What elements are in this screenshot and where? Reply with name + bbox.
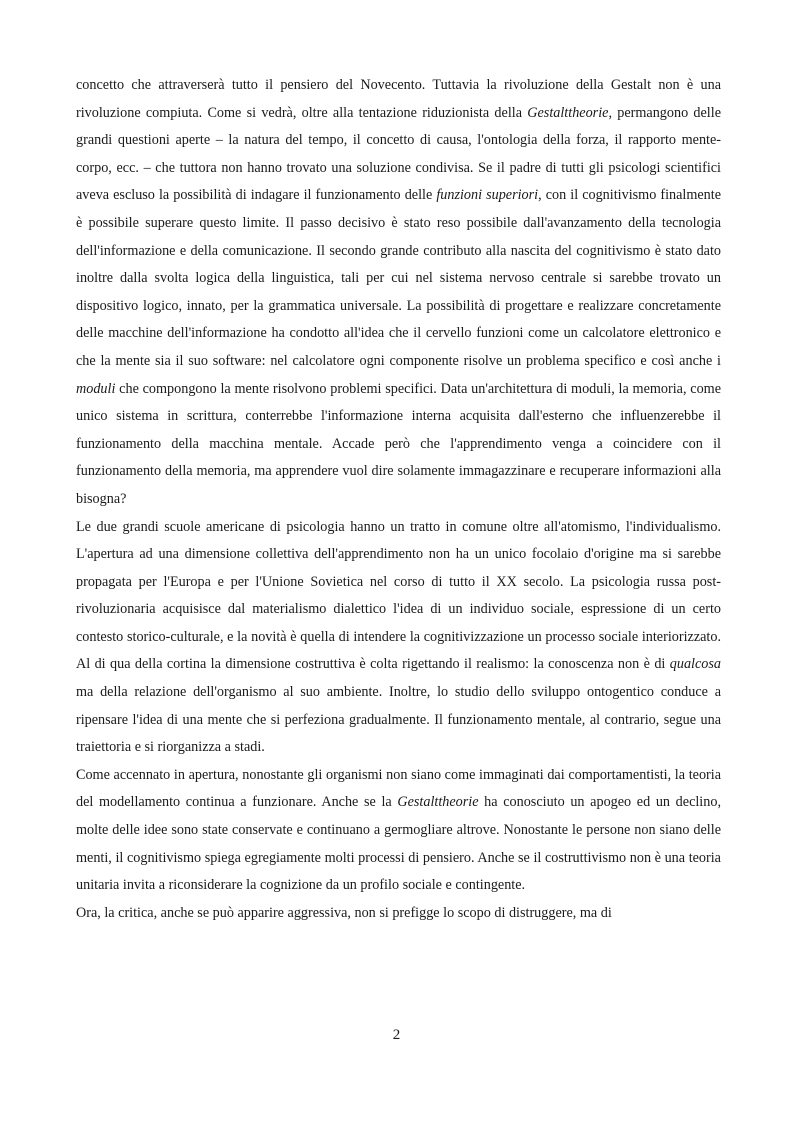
text-segment: Ora, la critica, anche se può apparire aggressiva, non si prefigge lo scopo di distruggere, ma di [76,904,612,921]
italic-term-funzioni-superiori: funzioni superiori [436,187,539,204]
italic-term-gestalttheorie: Gestalttheorie [527,104,609,121]
paragraph-1 [76,72,721,514]
paragraph-2 [76,514,721,762]
text-segment: , con il cognitivismo finalmente è possibile superare questo limite. Il passo decisivo è stato reso possibile dall'avanzamento della tecnologia dell'informazione e della comunicazione. Il secondo grande contributo alla nascita del cognitivismo è stato dato inoltre dalla svolta logica della linguistica, tali per cui nel sistema nervoso centrale si sarebbe trovato un dispositivo logico, innato, per la grammatica universale. La possibilità di progettare e realizzare concretamente delle macchine dell'informazione ha condotto all'idea che il cervello funzioni come un calcolatore elettronico e che la mente sia il suo software: nel calcolatore ogni componente risolve un problema specifico e così anche i [76,187,722,369]
body-text [76,72,721,927]
italic-term-moduli: moduli [76,380,116,397]
paragraph-3 [76,762,721,900]
italic-term-gestalttheorie: Gestalttheorie [397,794,479,811]
italic-term-qualcosa: qualcosa [669,656,721,673]
page-number: 2 [392,1027,401,1043]
text-segment: che compongono la mente risolvono problemi specifici. Data un'architettura di moduli, la memoria, come unico sistema in scrittura, conterrebbe l'informazione interna acquisita dall'esterno che influenzerebbe il funzionamento della macchina mentale. Accade però che l'apprendimento venga a coincidere con il funzionamento della memoria, ma apprendere vuol dire solamente immagazzinare e recuperare informazioni alla bisogna? [76,380,721,507]
text-segment: , permangono delle grandi questioni aperte – la natura del tempo, il concetto di causa, l'ontologia della forza, il rapporto mente-corpo, ecc. – che tuttora non hanno trovato una soluzione condivisa. Se il padre di tutti gli psicologi scientifici aveva escluso la possibilità di indagare il funzionamento delle [76,104,721,204]
text-segment: Le due grandi scuole americane di psicologia hanno un tratto in comune oltre all'atomismo, l'individualismo. L'apertura ad una dimensione collettiva dell'apprendimento non ha un unico focolaio d'origine ma si sarebbe propagata per l'Europa e per l'Unione Sovietica nel corso di tutto il XX secolo. La psicologia russa post-rivoluzionaria acquisisce dal materialismo dialettico l'idea di un individuo sociale, espressione di un certo contesto storico-culturale, e la novità è quella di intendere la cognitivizzazione un processo sociale interiorizzato. Al di qua della cortina la dimensione costruttiva è colta rigettando il realismo: la conoscenza non è di [76,518,721,673]
text-segment: concetto che attraverserà tutto il pensiero del Novecento. Tuttavia la rivoluzione della Gestalt non è una rivoluzione compiuta. Come si vedrà, oltre alla tentazione riduzionista della [76,77,721,121]
text-segment: ma della relazione dell'organismo al suo ambiente. Inoltre, lo studio dello sviluppo ontogentico conduce a ripensare l'idea di una mente che si perfeziona gradualmente. Il funzionamento mentale, al contrario, segue una traiettoria e si riorganizza a stadi. [76,684,721,756]
text-segment: ha conosciuto un apogeo ed un declino, molte delle idee sono state conservate e continuano a germogliare altrove. Nonostante le persone non siano delle menti, il cognitivismo spiega egregiamente molti processi di pensiero. Anche se il costruttivismo non è una teoria unitaria invita a riconsiderare la cognizione da un profilo sociale e contingente. [76,794,721,894]
paragraph-4 [76,900,721,928]
text-segment: Come accennato in apertura, nonostante gli organismi non siano come immaginati dai comportamentisti, la teoria del modellamento continua a funzionare. Anche se la [76,766,721,811]
